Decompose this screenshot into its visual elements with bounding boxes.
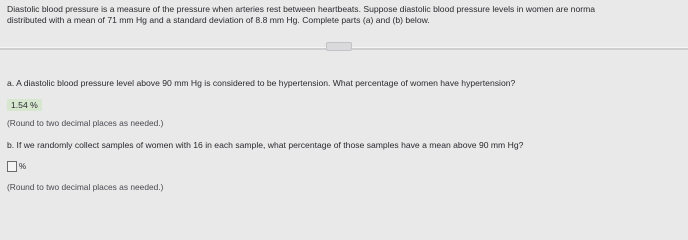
part-b-question: b. If we randomly collect samples of women with 16 in each sample, what percentage of those samples have a mean above 90 mm Hg?	[7, 140, 524, 150]
expand-handle[interactable]	[326, 42, 352, 51]
problem-line-2: distributed with a mean of 71 mm Hg and a standard deviation of 8.8 mm Hg. Complete parts (a) and (b) below.	[7, 15, 430, 25]
problem-line-1: Diastolic blood pressure is a measure of the pressure when arteries rest between heartbeats. Suppose diastolic blood pressure levels in women are norma	[7, 4, 596, 14]
part-a-question: a. A diastolic blood pressure level above 90 mm Hg is considered to be hypertension. What percentage of women have hypertension?	[7, 78, 516, 88]
part-b-answer-row	[7, 161, 26, 172]
part-b-answer-input[interactable]	[7, 161, 17, 172]
part-a-rounding-hint: (Round to two decimal places as needed.)	[7, 118, 164, 128]
part-a-answer-field[interactable]: 1.54 %	[7, 99, 42, 111]
part-b-rounding-hint: (Round to two decimal places as needed.)	[7, 182, 164, 192]
problem-statement	[7, 4, 688, 26]
percent-unit: %	[19, 162, 27, 171]
